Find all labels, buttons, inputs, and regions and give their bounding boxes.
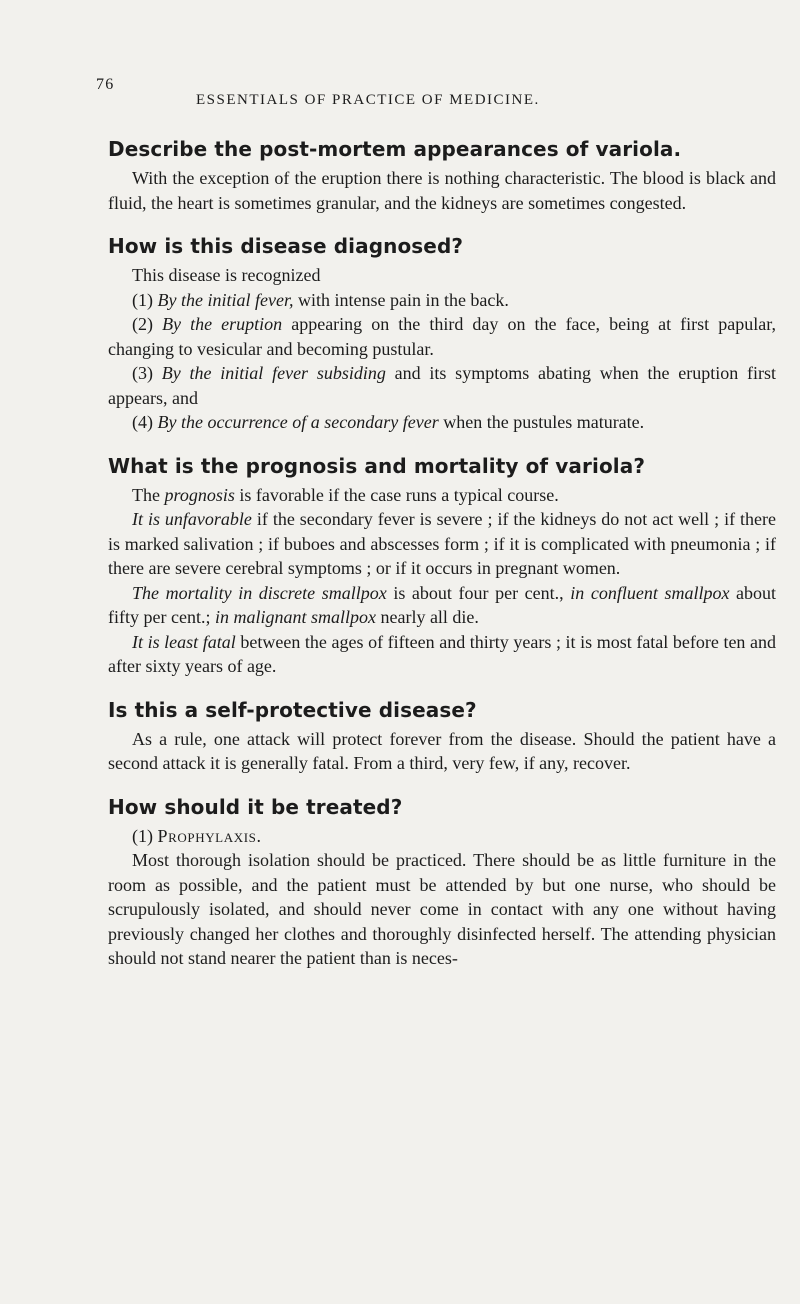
section-prognosis — [108, 451, 776, 679]
text-run: The — [132, 484, 160, 505]
text-run: nearly all die. — [380, 607, 479, 627]
item-number: (1) — [132, 825, 153, 846]
section-treatment — [108, 792, 776, 971]
paragraph — [108, 581, 776, 630]
question-heading: How is this disease diagnosed? — [108, 234, 464, 258]
paragraph — [108, 630, 776, 679]
section-diagnosis — [108, 231, 776, 435]
text-run: is favorable if the case runs a typical course. — [239, 484, 559, 505]
question-heading: What is the prognosis and mortality of variola? — [108, 453, 646, 478]
page-content — [108, 134, 776, 987]
item-emphasis: By the occurrence of a secondary fever — [157, 412, 439, 432]
question-heading: Describe the post-mortem appearances of variola. — [108, 137, 682, 161]
question-heading: Is this a self-protective disease? — [108, 697, 477, 722]
paragraph: This disease is recognized — [132, 265, 321, 285]
paragraph — [108, 507, 776, 581]
text-emphasis: It is least fatal — [132, 631, 236, 652]
paragraph: With the exception of the eruption there is nothing characteristic. The blood is black and fluid, the heart is sometimes granular, and the kidneys are sometimes congested. — [108, 168, 776, 213]
section-postmortem — [108, 134, 776, 215]
page-header — [96, 76, 776, 106]
text-emphasis: in malignant smallpox — [214, 607, 376, 627]
item-label: Prophylaxis. — [157, 825, 262, 846]
list-item — [108, 410, 776, 435]
list-item — [108, 288, 776, 313]
running-head: ESSENTIALS OF PRACTICE OF MEDICINE. — [196, 92, 540, 108]
text-emphasis: in confluent smallpox — [570, 582, 730, 603]
section-self-protective — [108, 695, 776, 776]
question-heading: How should it be treated? — [108, 794, 403, 819]
item-number: (4) — [132, 412, 153, 432]
text-run: is about four per cent., — [393, 582, 564, 603]
text-run: if the secondary fever is severe ; if the kidneys do not act well ; if there is marked salivation ; if buboes and abscesses form ; if it is complicated with pneumonia ; if there are severe cerebral symptoms ; or if it occurs in pregnant women. — [108, 509, 776, 578]
item-text: appearing on the third day on the face, being at first papular, changing to vesicular and becoming pustular. — [108, 314, 776, 359]
text-emphasis: prognosis — [164, 484, 235, 505]
list-item — [108, 312, 776, 361]
page-number: 76 — [96, 76, 115, 93]
item-emphasis: By the initial fever, — [157, 289, 294, 310]
item-text: and its symptoms abating when the eruption first appears, and — [108, 363, 777, 408]
item-emphasis: By the initial fever subsiding — [161, 363, 386, 383]
item-emphasis: By the eruption — [162, 314, 283, 334]
text-emphasis: It is unfavorable — [132, 509, 252, 529]
paragraph — [108, 483, 776, 508]
item-number: (1) — [132, 289, 153, 310]
text-run: about fifty per cent.; — [108, 582, 777, 627]
item-text: with intense pain in the back. — [297, 289, 509, 310]
list-item — [108, 361, 776, 410]
item-number: (2) — [132, 314, 153, 334]
paragraph: As a rule, one attack will protect forever from the disease. Should the patient have a second attack it is generally fatal. From a third, very few, if any, recover. — [108, 728, 776, 773]
paragraph: Most thorough isolation should be practiced. There should be as little furniture in the room as possible, and the patient must be attended by but one nurse, who should be scrupulously isolated, and should never come in contact with any one without having previously changed her clothes and thoroughly disinfected herself. The attending physician should not stand nearer the patient than is neces- — [108, 850, 776, 968]
text-emphasis: The mortality in discrete smallpox — [132, 582, 387, 603]
list-item — [108, 824, 776, 849]
text-run: between the ages of fifteen and thirty years ; it is most fatal before ten and after sixty years of age. — [108, 631, 777, 676]
item-number: (3) — [132, 363, 153, 383]
item-text: when the pustules maturate. — [443, 412, 645, 432]
